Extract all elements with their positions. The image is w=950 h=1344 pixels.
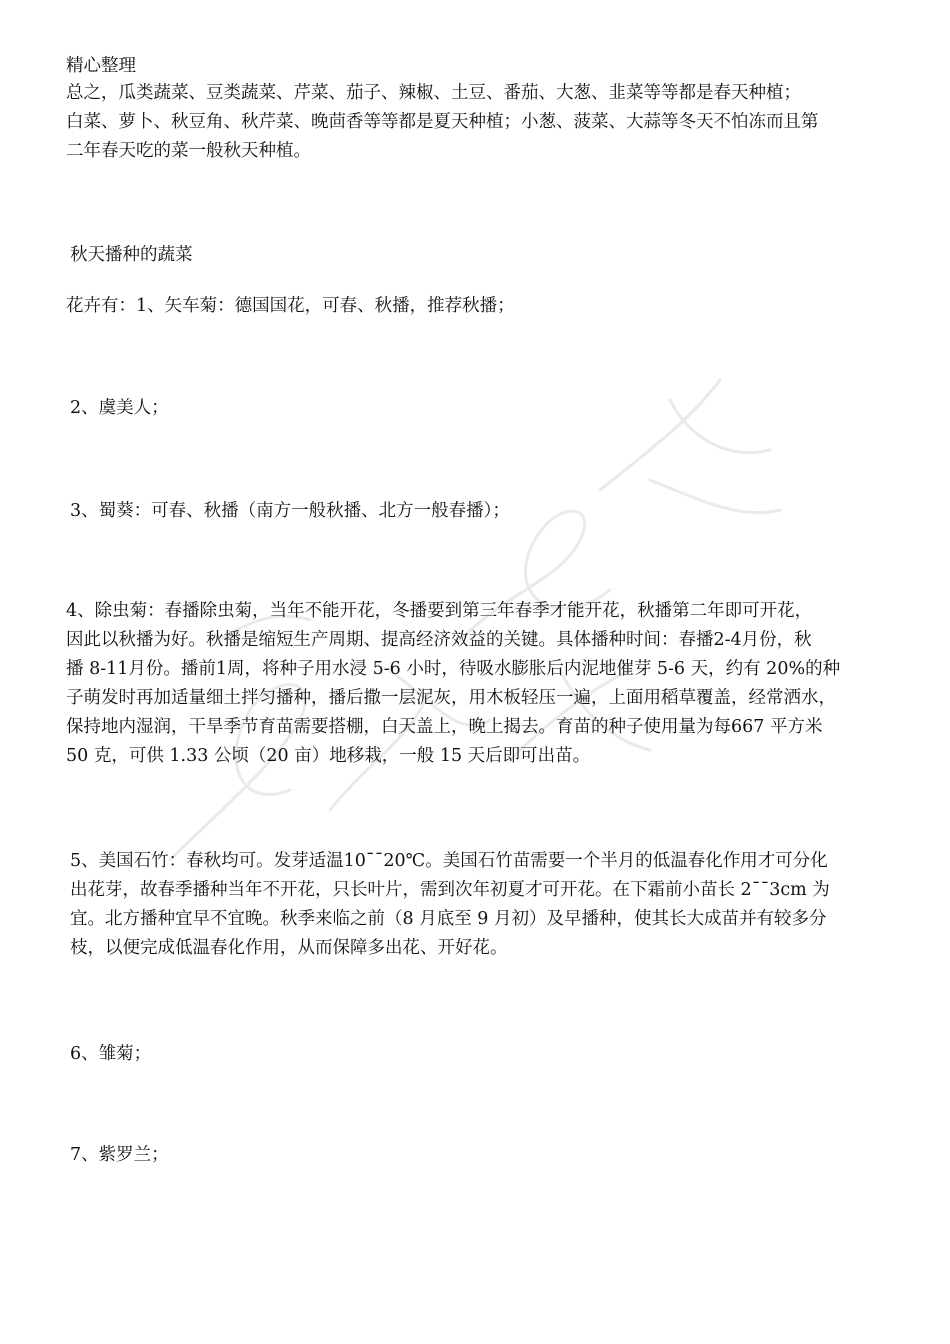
item-4-line: 4、除虫菊：春播除虫菊，当年不能开花，冬播要到第三年春季才能开花，秋播第二年即可开花， — [66, 601, 813, 621]
summary-line: 白菜、萝卜、秋豆角、秋芹菜、晚茴香等等都是夏天种植；小葱、菠菜、大蒜等冬天不怕冻而且第 — [66, 112, 819, 132]
item-4-paragraph — [66, 597, 892, 771]
item-4-line: 子萌发时再加适量细土拌匀播种，播后撒一层泥灰，用木板轻压一遍，上面用稻草覆盖，经常洒水， — [66, 688, 836, 708]
item-7: 7、紫罗兰； — [70, 1145, 169, 1165]
item-5-line: 5、美国石竹：春秋均可。发芽适温10¯¯20℃。美国石竹苗需要一个半月的低温春化作用才可分化 — [70, 851, 828, 871]
summary-paragraph — [66, 79, 892, 166]
summary-line: 二年春天吃的菜一般秋天种植。 — [66, 141, 311, 161]
section-title: 秋天播种的蔬菜 — [70, 245, 193, 265]
item-6: 6、雏菊； — [70, 1044, 152, 1064]
summary-line: 总之，瓜类蔬菜、豆类蔬菜、芹菜、茄子、辣椒、土豆、番茄、大葱、韭菜等等都是春天种植； — [66, 83, 801, 103]
item-3: 3、蜀葵：可春、秋播（南方一般秋播、北方一般春播）； — [70, 501, 510, 521]
item-5-paragraph — [70, 847, 896, 963]
page-header: 精心整理 — [66, 56, 136, 76]
item-5-line: 枝，以便完成低温春化作用，从而保障多出花、开好花。 — [70, 938, 508, 958]
item-4-line: 播 8-11月份。播前1周，将种子用水浸 5-6 小时，待吸水膨胀后内泥地催芽 5-6 天，约有 20%的种 — [66, 659, 841, 679]
item-4-line: 保持地内湿润，干旱季节育苗需要搭棚，白天盖上，晚上揭去。育苗的种子使用量为每667 平方米 — [66, 717, 823, 737]
item-1: 花卉有：1、矢车菊：德国国花，可春、秋播，推荐秋播； — [66, 296, 515, 316]
item-5-line: 宜。北方播种宜早不宜晚。秋季来临之前（8 月底至 9 月初）及早播种，使其长大成苗并有较多分 — [70, 909, 827, 929]
item-5-line: 出花芽，故春季播种当年不开花，只长叶片，需到次年初夏才可开花。在下霜前小苗长 2¯¯3cm 为 — [70, 880, 830, 900]
item-4-line: 50 克，可供 1.33 公顷（20 亩）地移栽，一般 15 天后即可出苗。 — [66, 746, 591, 766]
item-4-line: 因此以秋播为好。秋播是缩短生产周期、提高经济效益的关键。具体播种时间：春播2-4月份，秋 — [66, 630, 812, 650]
item-2: 2、虞美人； — [70, 398, 169, 418]
